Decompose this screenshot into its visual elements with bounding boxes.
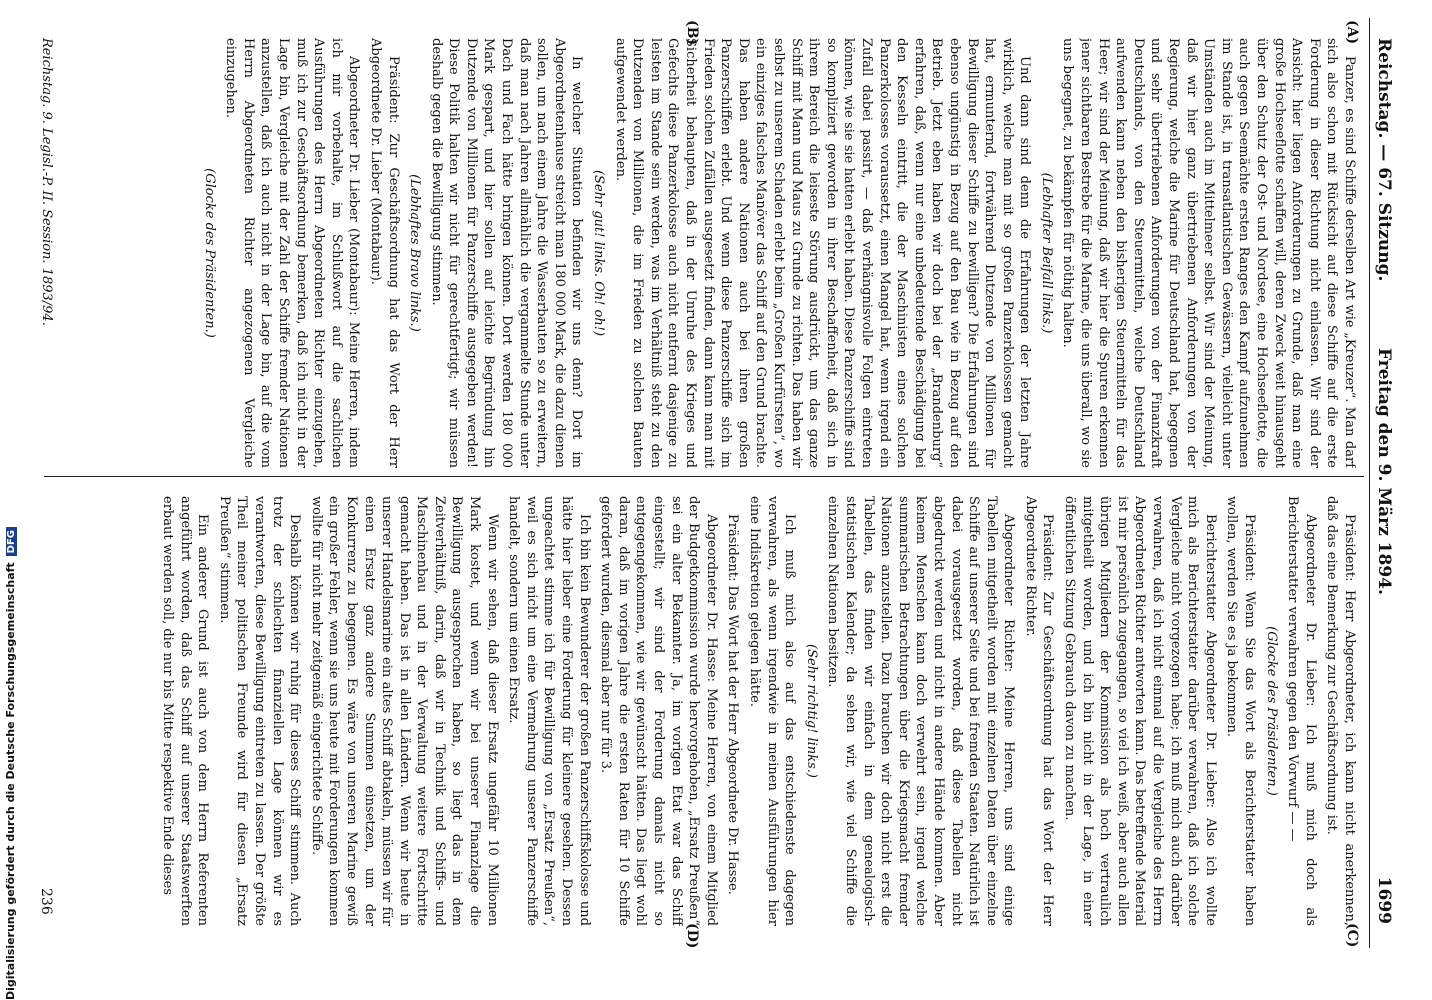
paragraph: Panzer, es sind Schiffe derselben Art wie „Kreuzer“. Man darf sich also schon mit Rücksicht auf diese Schiffe auf die erste Forderung in dieser Richtung nicht einlassen. Wir sind der Ansicht: hier liegen Anforderungen zu Grunde, daß man eine große Hochseeflotte schaffen will, deren Zweck weit hinausgeht über den Schutz der Ost- und Nordsee, eine Hochseeflotte, die auch gegen Seemächte ersten Ranges den Kampf aufzunehmen im Stande ist, in transatlantischen Gewässern, vielleicht unter Umständen auch im Mittelmeer selbst. Wir sind der Meinung, daß wir hier ganz übertriebenen Anforderungen von der Regierung, welche die Marine für Deutschland hat, begegnen und sehr übertriebenen Anforderungen von der Finanzkraft Deutschlands, von den Steuermitteln, welche Deutschland aufwenden kann neben den bisherigen Steuermitteln für das Heer; wir sind der Meinung, daß wir hier die Spuren erkennen jener sichtbaren Bestrebe für die Marine, die uns überall, wo sie uns begegnet, zu bekämpfen für nöthig halten. <box>1060 38 1357 468</box>
column-divider <box>44 476 1364 477</box>
document-page <box>10 18 1400 948</box>
paragraph: Präsident: Das Wort hat der Herr Abgeordnete Dr. Hasse. <box>725 514 741 895</box>
paragraph: Deshalb können wir ruhig für dieses Schiff stimmen. Auch trotz der schlechten finanziellen Lage können wir es verantworten, diese Bewilligung eintreten zu lassen. Der größte Theil meiner politischen Freunde wird für diesen „Ersatz Preußen“ stimmen. <box>216 496 303 926</box>
dfg-logo-icon: DFG <box>6 527 17 556</box>
margin-letter-b: (B) <box>684 20 700 46</box>
paragraph: Ich muß mich also auf das entschiedenste dagegen verwahren, als wenn irgendwie in meinen Ausführungen hier eine Indiskretion gelegen hätte. <box>747 496 798 926</box>
interjection: (Lebhaftes Bravo links.) <box>407 174 423 332</box>
interjection: (Sehr richtig! links.) <box>803 644 819 778</box>
margin-letter-c: (C) <box>1344 923 1360 948</box>
imprint-text: Digitalisierung gefördert durch die Deutsche Forschungsgemeinschaft <box>4 562 17 1000</box>
paragraph: Präsident: Wenn Sie das Wort als Berichterstatter haben wollen, werden Sie es ja bekommen. <box>1224 496 1258 926</box>
margin-letter-a: (A) <box>1344 20 1360 45</box>
paragraph: Ich bin kein Bewunderer der großen Panzerschiffskolosse und hätte hier lieber eine Forderung für kleinere gesehen. Dessen ungeachtet stimme ich für Bewilligung von „Ersatz Preußen“, weil es sich nicht um eine Vermehrung unserer Panzerschiffe handelt, sondern um einen Ersatz. <box>506 496 592 926</box>
paragraph: Präsident: Herr Abgeordneter, ich kann nicht anerkennen, daß das eine Bemerkung zur Geschäftsordnung ist. <box>1324 496 1357 926</box>
interjection: (Glocke des Präsidenten.) <box>1263 626 1279 796</box>
paragraph: Abgeordneter Richter: Meine Herren, uns sind einige Tabellen mitgetheilt worden mit einzelnen Daten über einzelne Schiffe auf unserer Seite und bei fremden Staaten. Natürlich ist dabei vorausgesetzt worden, daß diese Tabellen nicht abgedruckt werden und nicht in andere Hände kommen. Aber keinem Menschen kann doch verwehrt sein, irgend welche summarischen Betrachtungen über die Kriegsmacht fremder Nationen anzustellen. Dazu brauchen wir doch nicht erst die Tabellen, das finden wir einfach in dem genealogisch-statistischen Kalender; da sehen wir, wie viel Schiffe die einzelnen Nationen besitzen. <box>825 496 1017 926</box>
paragraph: In welcher Situation befinden wir uns denn? Dort im Abgeordnetenhause streicht man 180 000 Mark, die dazu dienen sollen, um nach einem Jahre die Wasserbauten so zu erweitern, daß man nach Jahren allmählich die vergammelte Stunde unter Dach und Fach hätte bringen können. Dort werden 180 000 Mark gespart, und hier sollen auf leichte Begründung hin Dutzende von Millionen für Panzerschiffe ausgegeben werden! Diese Politik halten wir nicht für gerechtfertigt; wir müssen deshalb gegen die Bewilligung stimmen. <box>428 38 585 468</box>
margin-letter-d: (D) <box>684 923 700 949</box>
text-column-right <box>58 496 1358 926</box>
header-page-number: 1699 <box>1374 876 1394 924</box>
paragraph: Präsident: Zur Geschäftsordnung hat das Wort der Herr Abgeordnete Richter. <box>1022 496 1056 926</box>
interjection: (Sehr gut! links. Oh! oh!) <box>591 169 607 337</box>
interjection: (Glocke des Präsidenten.) <box>201 168 217 338</box>
paragraph: Abgeordneter Dr. Lieber: Ich muß mich doch als Berichterstatter verwahren gegen den Vorwurf — — <box>1285 496 1318 926</box>
paragraph: Präsident: Zur Geschäftsordnung hat das Wort der Herr Abgeordnete Dr. Lieber (Montabaur). <box>367 38 401 468</box>
paragraph: Ein anderer Grund ist auch von dem Herrn Referenten angeführt worden, daß das Schiff auf unserer Staatswerften erbaut werden soll, die nur bis Mitte respektive Ende dieses <box>160 496 211 926</box>
paragraph: Berichterstatter Abgeordneter Dr. Lieber: Also ich wollte mich als Berichterstatter darüber verwahren, daß ich solche Vergleiche nicht vorgezogen habe; ich muß mich auch darüber verwahren, daß ich nicht einmal auf die Vergleiche des Herrn Abgeordneten Richter antworten kann. Das betreffende Material ist mir persönlich zugegangen, so viel ich weiß, aber auch allen übrigen Mitgliedern der Kommission als hoch vertraulich mitgetheilt worden, und ich bin nicht in der Lage, in einer öffentlichen Sitzung Gebrauch davon zu machen. <box>1062 496 1218 926</box>
header-session: Reichstag. — 67. Sitzung. <box>1374 38 1394 282</box>
text-column-left <box>58 38 1358 468</box>
header-date: Freitag den 9. März 1894. <box>1374 348 1394 595</box>
header-rule <box>1369 18 1370 948</box>
paragraph: Und dann sind denn die Erfahrungen der letzten Jahre wirklich, welche man mit so großen Panzerkolossen gemacht hat, ermunternd, fortwährend Dutzende von Millionen für Bewilligung dieser Schiffe zu bewilligen? Die Erfahrungen sind ebenso ungünstig in Bezug auf den Bau wie in Bezug auf den Betrieb. Jetzt eben haben wir doch bei der „Brandenburg“ erfahren, daß, wenn nur eine unbedeutende Beschädigung bei den Kesseln eintritt, die der Maschinisten eines solchen Panzerkolosses voraussetzt, einen Mangel hat, wenn irgend ein Zufall dabei passirt, — daß verhängnisvolle Folgen eintreten können, wie sie sie hatten erlebt haben. Diese Panzerschiffe sind so kompliziert geworden in ihrer Beschaffenheit, daß sich in ihrem Bereich die leiseste Störung ausdrückt, um das ganze Schiff mit Mann und Maus zu Grunde zu richten. Das haben wir selbst zu unserem Schaden erlebt beim „Großen Kurfürsten“, wo ein einziges falsches Manöver das Schiff auf den Grund brachte. Das haben andere Nationen auch bei ihren großen Panzerschiffen erlebt. Und wenn diese Panzerschiffe sich im Frieden solchen Zufällen ausgesetzt finden, dann kann man mit Sicherheit behaupten, daß in der Unruhe des Krieges und Gefechts diese Panzerkolosse auch nicht entfernt dasjenige zu leisten im Stande sein werden, was im Verhältniß steht zu den Dutzenden von Millionen, die im Frieden zu solchen Bauten aufgewendet werden. <box>612 38 1033 468</box>
footer-session-info: Reichstag. 9. Legisl.-P. II. Session. 1893/94. <box>39 38 54 326</box>
page-header <box>1366 18 1400 948</box>
paragraph: Abgeordneter Dr. Hasse: Meine Herren, von einem Mitglied der Budgetkommission wurde hervorgehoben, „Ersatz Preußen“ sei ein alter Bekannter. Ja, im vorigen Etat war das Schiff eingestellt; wir sind der Forderung damals nicht so entgegengekommen, wie wir gewünscht hätten. Das liegt wohl daran, daß im vorigen Jahre die ersten Raten für 10 Schiffe gefordert wurden, diesmal aber nur für 3. <box>598 496 719 926</box>
footer-page-mark: 236 <box>38 888 54 915</box>
paragraph: Wenn wir sehen, daß dieser Ersatz ungefähr 10 Millionen Mark kostet, und wenn wir bei unserer Finanzlage die Bewilligung ausgesprochen haben, so liegt das in dem Zeitverhältniß, darin, daß wir in Technik und Schiffs- und Maschinenbau und in der Verwaltung weitere Fortschritte gemacht haben. Das ist in allen Ländern. Wenn wir heute in unserer Handelsmarine ein altes Schiff abtakeln, müssen wir für einen Ersatz ganz andere Summen einsetzen, um der Konkurrenz zu begegnen. Es wäre von unseren Marine gewiß ein großer Fehler, wenn sie uns heute mit Forderungen kommen wollte für nicht mehr zeitgemäß eingerichtete Schiffe. <box>308 496 500 926</box>
digitization-imprint <box>4 527 17 1000</box>
interjection: (Lebhafter Beifall links.) <box>1038 172 1054 334</box>
paragraph: Abgeordneter Dr. Lieber (Montabaur): Meine Herren, indem ich mir vorbehalte, im Schlußwort auf die sachlichen Ausführungen des Herrn Abgeordneten Richter einzugehen, muß ich zur Geschäftsordnung bemerken, daß ich nicht in der Lage bin, Vergleiche mit der Zahl der Schiffe fremder Nationen anzustellen, daß ich auch nicht in der Lage bin, auf die vom Herrn Abgeordneten Richter angezogenen Vergleiche einzugehen. <box>223 38 362 468</box>
